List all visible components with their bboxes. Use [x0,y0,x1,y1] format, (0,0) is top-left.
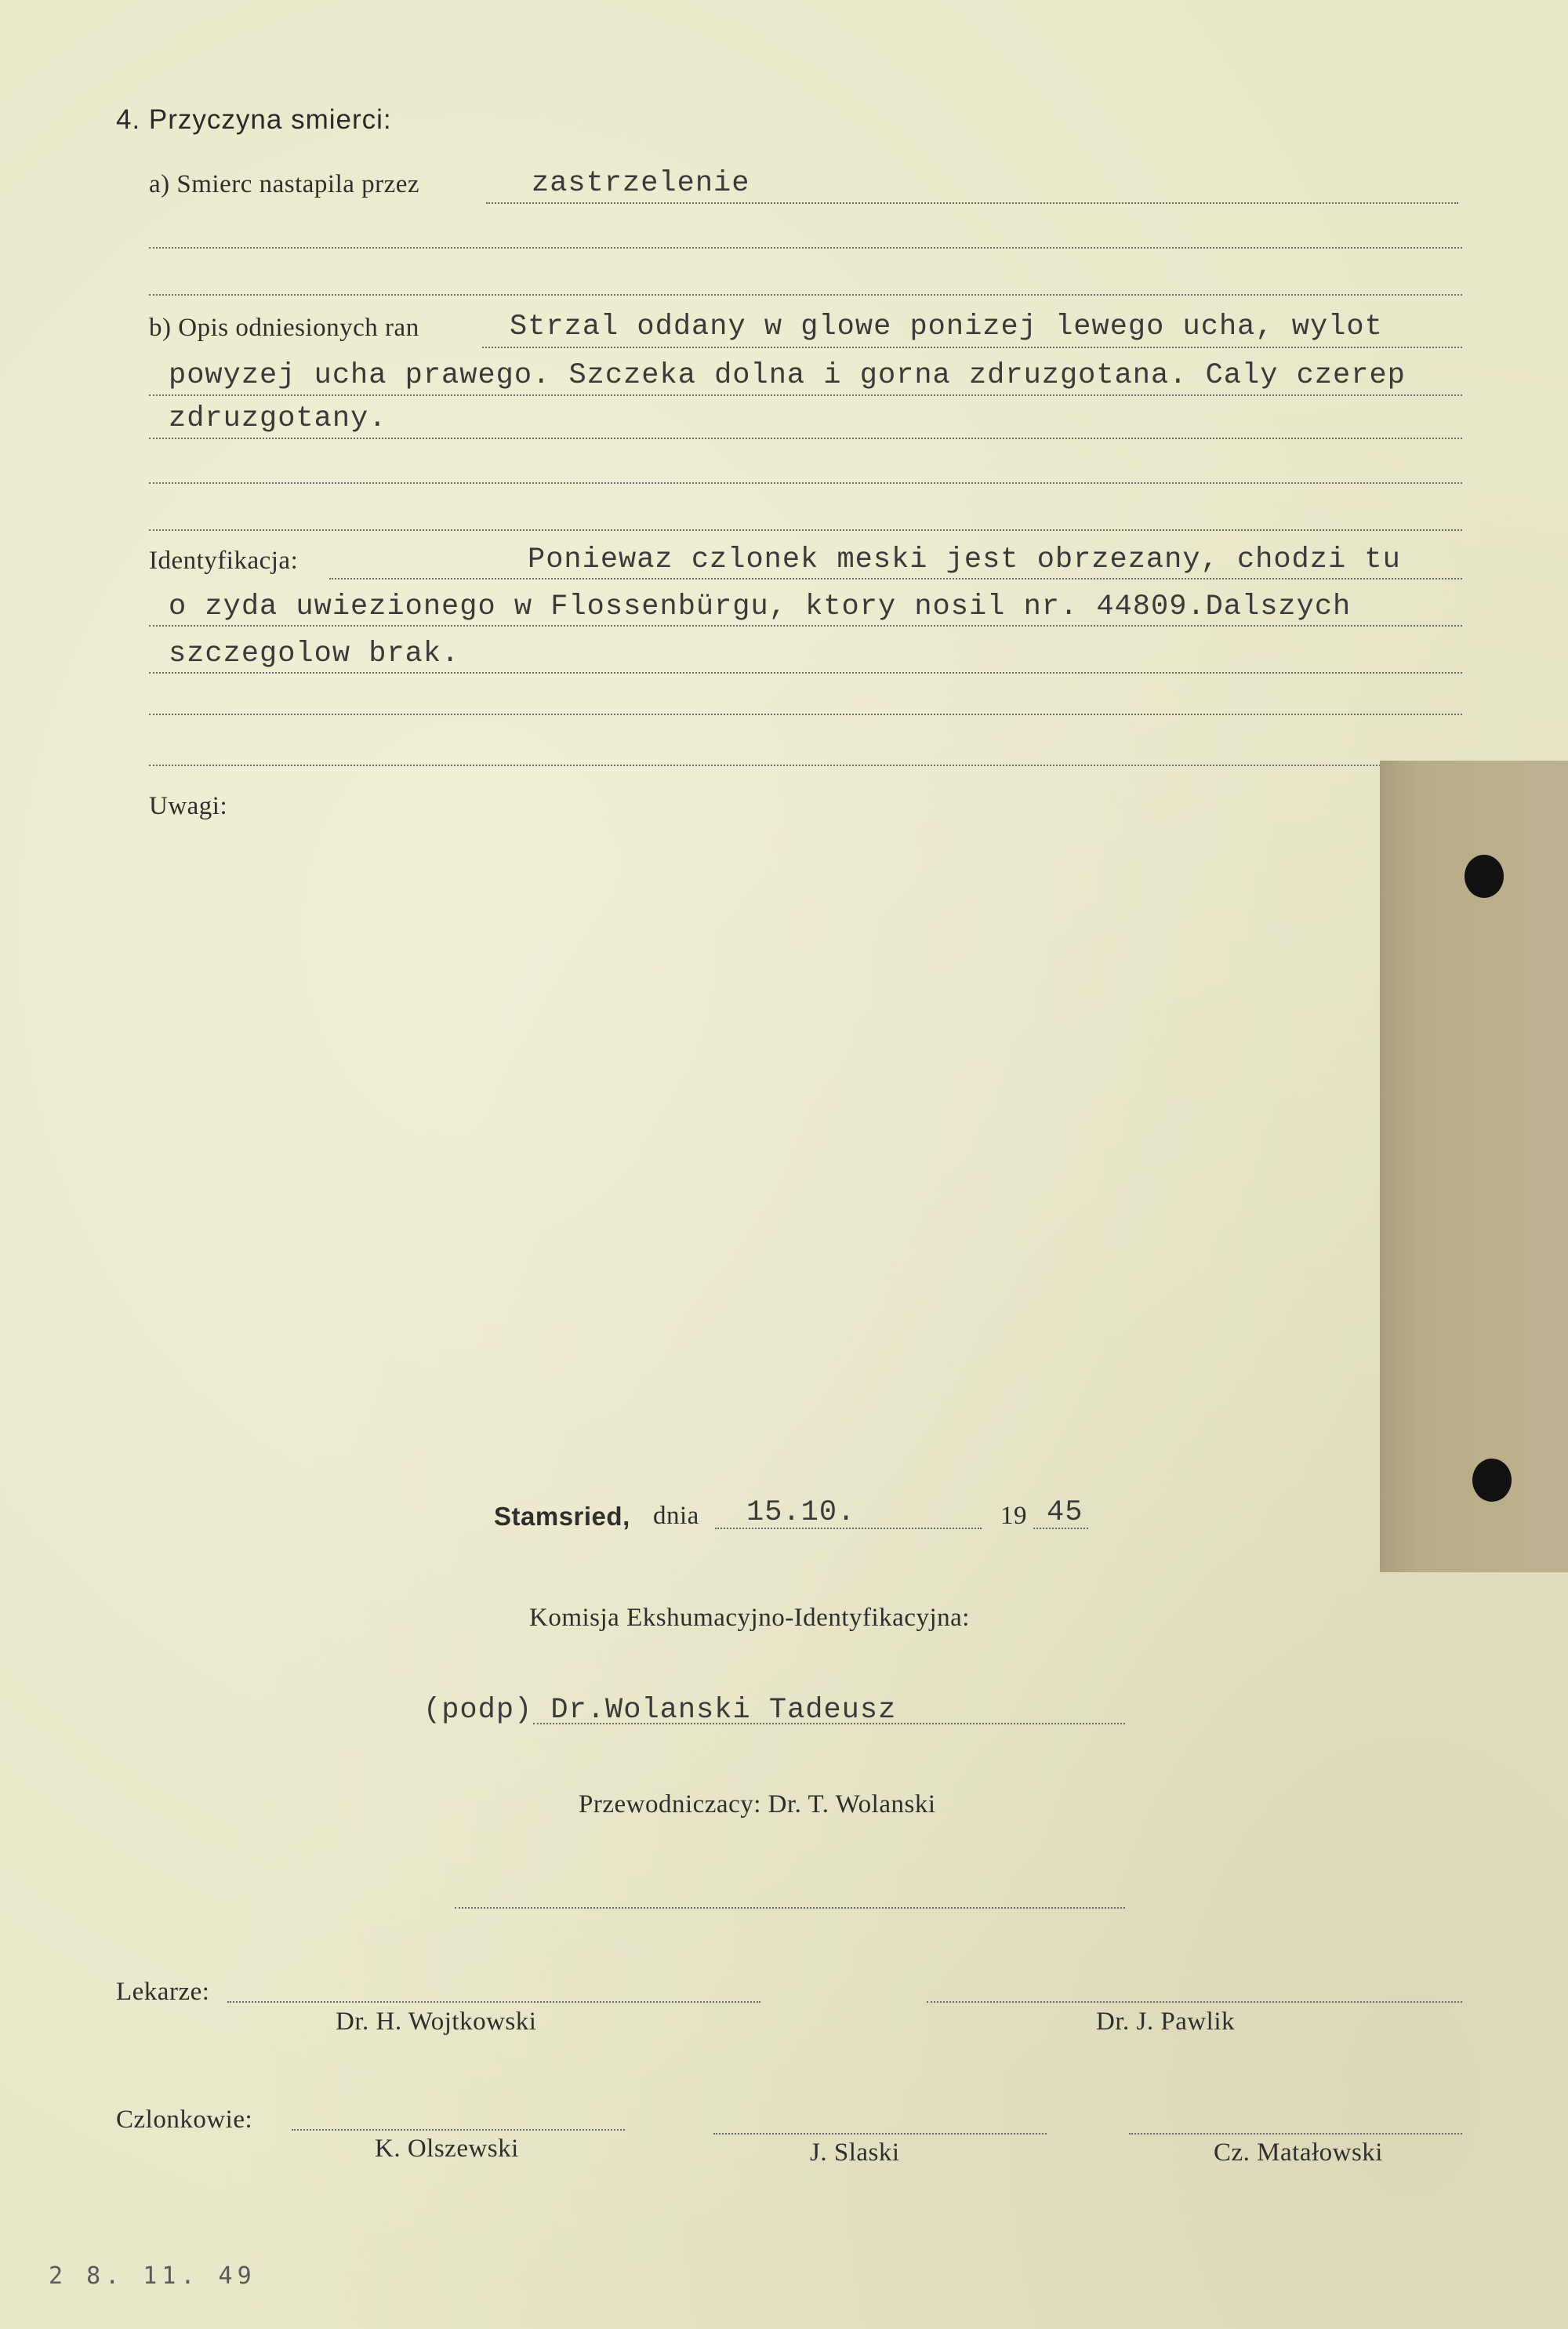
punch-hole [1465,855,1504,898]
dotted-line [149,672,1462,674]
dotted-line [149,625,1462,627]
member-name-2: J. Slaski [810,2138,900,2167]
dotted-line [486,202,1458,204]
signature-line [927,2001,1462,2003]
commission-signature: (podp) Dr.Wolanski Tadeusz [423,1694,897,1727]
identification-line-1: Poniewaz czlonek meski jest obrzezany, chodzi tu [528,543,1401,576]
chairman-name: Przewodniczacy: Dr. T. Wolanski [579,1790,936,1819]
identification-line-3: szczegolow brak. [169,638,460,670]
dotted-line [715,1528,982,1529]
identification-line-2: o zyda uwiezionego w Flossenbürgu, ktory nosil nr. 44809.Dalszych [169,590,1352,623]
dotted-line [149,714,1462,715]
signature-line [227,2001,760,2003]
dotted-line [329,578,1462,580]
date-value: 15.10. [746,1496,856,1529]
year-value: 45 [1047,1496,1083,1529]
place-name: Stamsried, [494,1502,630,1531]
wounds-label: b) Opis odniesionych ran [149,314,419,342]
dotted-line [149,294,1462,296]
signature-line [292,2129,625,2131]
dotted-line [533,1723,1125,1724]
dotted-line [149,247,1462,249]
folder-tab [1380,761,1568,1572]
signature-line [713,2133,1047,2135]
wounds-line-1: Strzal oddany w glowe ponizej lewego ucha, wylot [510,311,1383,343]
commission-label: Komisja Ekshumacyjno-Identyfikacyjna: [529,1604,970,1632]
dotted-line [482,347,1462,348]
dotted-line [149,438,1462,439]
dotted-line [149,394,1462,396]
wounds-line-3: zdruzgotany. [169,402,387,435]
wounds-line-2: powyzej ucha prawego. Szczeka dolna i gorna zdruzgotana. Caly czerep [169,359,1406,392]
archive-stamp: 2 8. 11. 49 [49,2262,256,2290]
member-name-3: Cz. Matałowski [1214,2138,1383,2167]
doctor-name-2: Dr. J. Pawlik [1096,2007,1236,2036]
dotted-line [149,482,1462,484]
dotted-line [149,765,1462,766]
date-prefix: dnia [653,1502,699,1530]
section-title: 4. Przyczyna smierci: [116,104,392,135]
identification-label: Identyfikacja: [149,547,299,575]
dotted-line [1033,1528,1088,1529]
doctors-label: Lekarze: [116,1978,210,2006]
doctor-name-1: Dr. H. Wojtkowski [336,2007,537,2036]
death-cause-label: a) Smierc nastapila przez [149,170,420,198]
members-label: Czlonkowie: [116,2106,253,2134]
dotted-line [149,529,1462,531]
member-name-1: K. Olszewski [375,2135,519,2163]
signature-line [455,1907,1125,1909]
punch-hole [1472,1459,1512,1502]
remarks-label: Uwagi: [149,792,228,820]
death-cause-value: zastrzelenie [532,167,750,200]
year-prefix: 19 [1000,1502,1027,1530]
signature-line [1129,2133,1462,2135]
